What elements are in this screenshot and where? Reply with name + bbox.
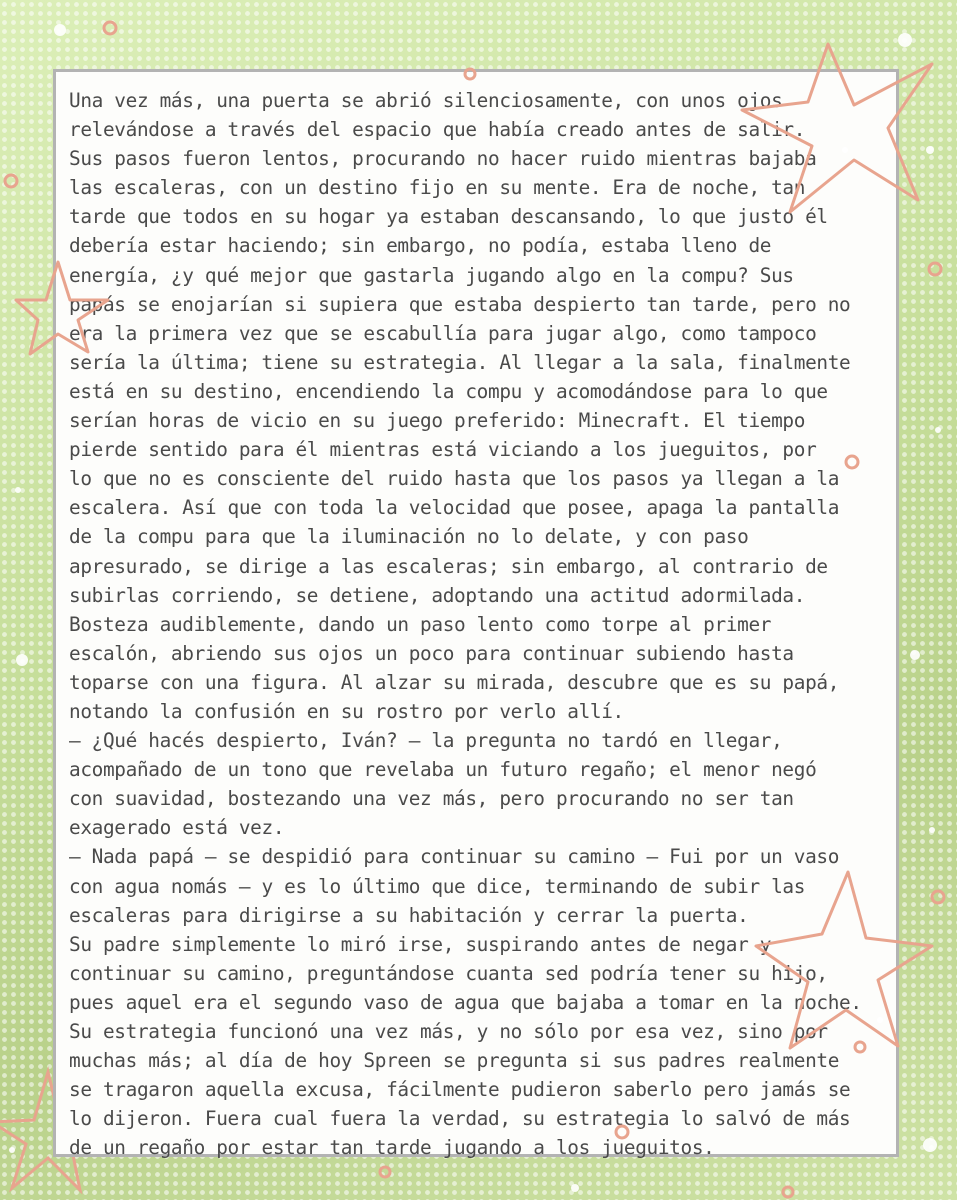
story-line: Bosteza audiblemente, dando un paso lento como torpe al primer [69, 612, 772, 636]
sparkle-dot [9, 1147, 15, 1153]
ring-decoration [929, 263, 941, 275]
story-line: escalera. Así que con toda la velocidad que posee, apaga la pantalla [69, 496, 840, 520]
sparkle-dot [910, 650, 920, 660]
story-line: Sus pasos fueron lentos, procurando no hacer ruido mientras bajaba [69, 147, 817, 171]
story-line: papás se enojarían si supiera que estaba despierto tan tarde, pero no [69, 292, 851, 316]
story-line: apresurado, se dirige a las escaleras; sin embargo, al contrario de [69, 554, 828, 578]
sparkle-dot [898, 33, 912, 47]
story-line: se tragaron aquella excusa, fácilmente pudieron saberlo pero jamás se [69, 1078, 851, 1102]
ring-decoration [380, 1167, 390, 1177]
story-line: era la primera vez que se escabullía para jugar algo, como tampoco [69, 321, 817, 345]
story-line: notando la confusión en su rostro por verlo allí. [69, 699, 624, 723]
story-line: con agua nomás — y es lo último que dice, terminando de subir las [69, 874, 806, 898]
story-line: está en su destino, encendiendo la compu y acomodándose para lo que [69, 379, 828, 403]
ring-decoration [104, 22, 116, 34]
story-line: — Nada papá — se despidió para continuar su camino — Fui por un vaso [69, 845, 840, 869]
ring-decoration [932, 891, 944, 903]
sparkle-dot [935, 427, 941, 433]
sparkle-dot [15, 487, 21, 493]
sparkle-dot [923, 1138, 937, 1152]
story-line: muchas más; al día de hoy Spreen se pregunta si sus padres realmente [69, 1049, 840, 1073]
story-line: Una vez más, una puerta se abrió silenciosamente, con unos ojos [69, 89, 783, 112]
story-line: lo dijeron. Fuera cual fuera la verdad, su estrategia lo salvó de más [69, 1107, 851, 1131]
story-text [69, 86, 899, 1162]
story-line: — ¿Qué hacés despierto, Iván? — la pregunta no tardó en llegar, [69, 729, 783, 753]
story-line: pues aquel era el segundo vaso de agua que bajaba a tomar en la noche. [69, 990, 862, 1014]
story-line: escalón, abriendo sus ojos un poco para continuar subiendo hasta [69, 641, 794, 665]
story-line: Su estrategia funcionó una vez más, y no sólo por esa vez, sino por [69, 1020, 828, 1043]
story-line: con suavidad, bostezando una vez más, pero procurando no ser tan [69, 787, 794, 811]
story-line: sería la última; tiene su estrategia. Al llegar a la sala, finalmente [69, 350, 851, 374]
sparkle-dot [929, 827, 935, 833]
story-line: continuar su camino, preguntándose cuanta sed podría tener su hijo, [69, 961, 828, 985]
story-line: debería estar haciendo; sin embargo, no podía, estaba lleno de [69, 234, 772, 258]
story-line: subirlas corriendo, se detiene, adoptando una actitud adormilada. [69, 583, 806, 607]
story-line: energía, ¿y qué mejor que gastarla jugando algo en la compu? Sus [69, 263, 794, 287]
story-line: toparse con una figura. Al alzar su mirada, descubre que es su papá, [69, 670, 840, 694]
story-line: tarde que todos en su hogar ya estaban descansando, lo que justo él [69, 205, 828, 229]
story-line: serían horas de vicio en su juego preferido: Minecraft. El tiempo [69, 409, 806, 433]
sparkle-dot [926, 146, 934, 154]
story-line: pierde sentido para él mientras está viciando a los jueguitos, por [69, 438, 817, 462]
ring-decoration [783, 1187, 793, 1197]
story-line: exagerado está vez. [69, 816, 285, 840]
story-line: relevándose a través del espacio que había creado antes de salir. [69, 118, 806, 142]
story-line: lo que no es consciente del ruido hasta que los pasos ya llegan a la [69, 467, 840, 491]
sparkle-dot [54, 24, 66, 36]
story-line: escaleras para dirigirse a su habitación y cerrar la puerta. [69, 903, 749, 927]
sparkle-dot [571, 1184, 579, 1192]
sparkle-dot [16, 654, 28, 666]
story-line: Su padre simplemente lo miró irse, suspirando antes de negar y [69, 932, 772, 956]
ring-decoration [5, 175, 17, 187]
story-line: de la compu para que la iluminación no lo delate, y con paso [69, 525, 749, 549]
story-line: acompañado de un tono que revelaba un futuro regaño; el menor negó [69, 758, 817, 782]
story-line: las escaleras, con un destino fijo en su mente. Era de noche, tan [69, 176, 806, 200]
story-line: de un regaño por estar tan tarde jugando a los jueguitos. [69, 1136, 715, 1160]
